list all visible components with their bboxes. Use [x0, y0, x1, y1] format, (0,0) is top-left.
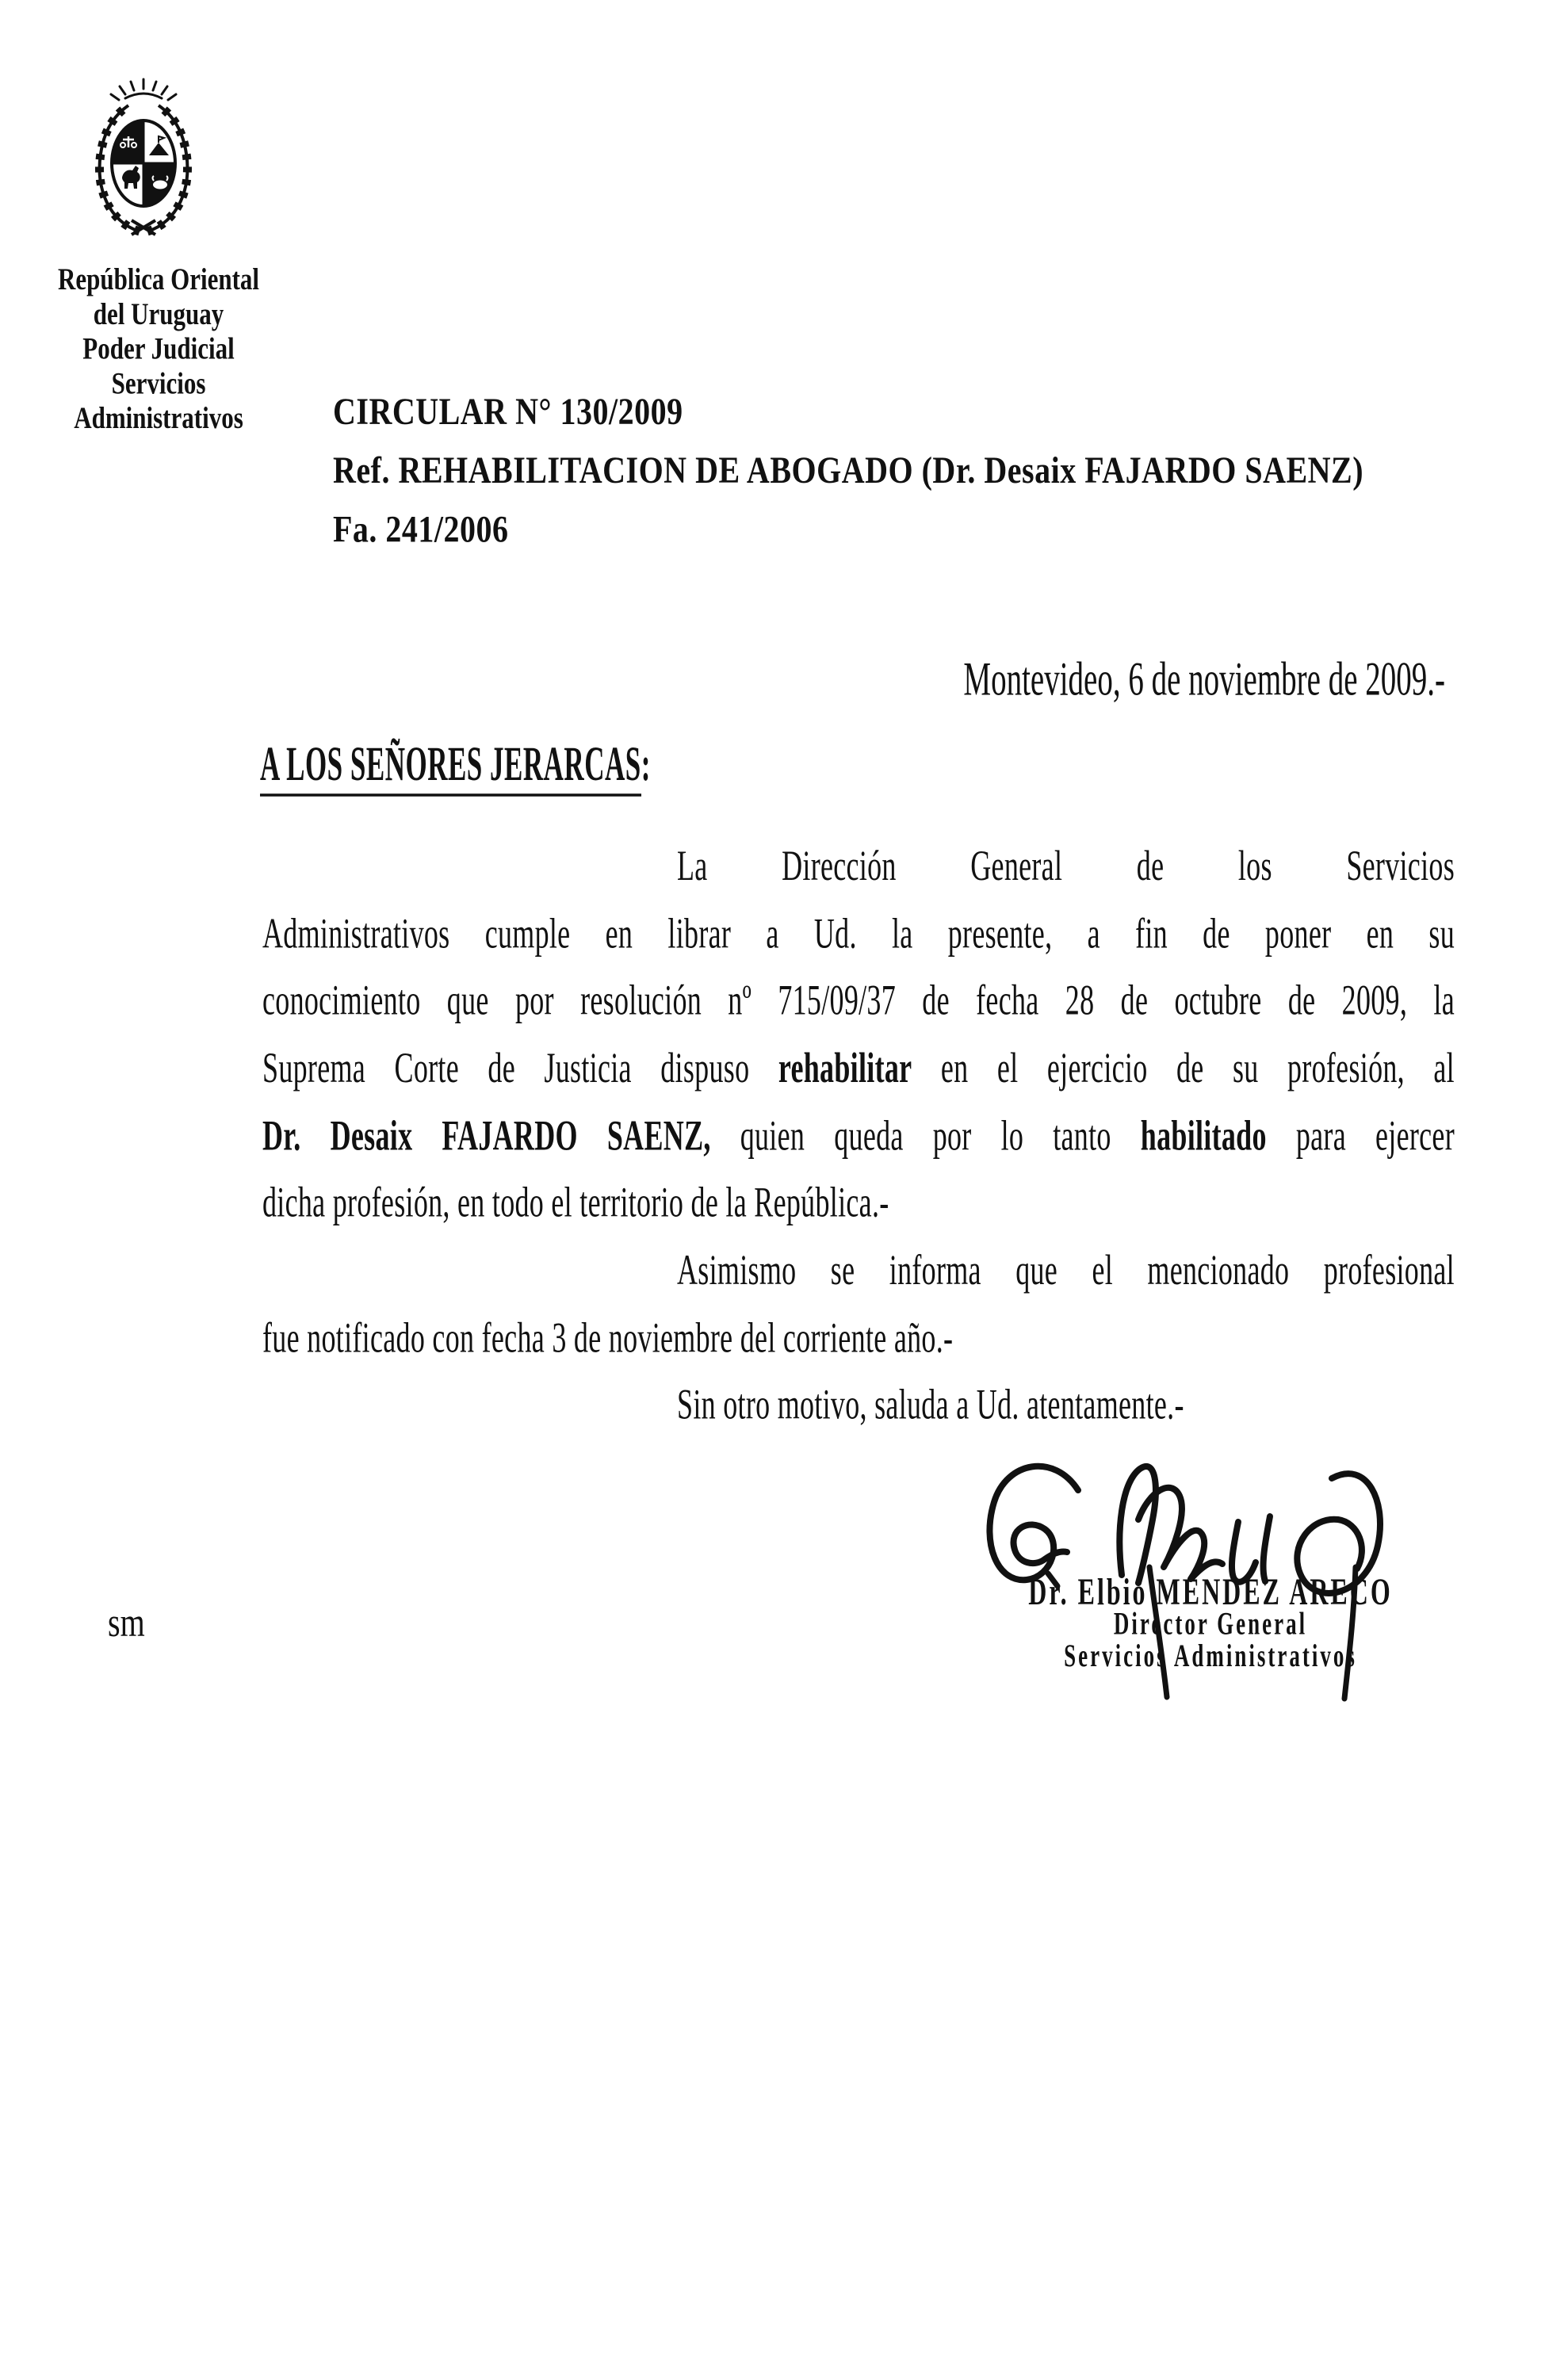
signer-office: Servicios Administrativos: [1064, 1638, 1357, 1673]
file-number: Fa. 241/2006: [333, 507, 509, 551]
salutation: [260, 736, 651, 791]
letterhead-line: República Oriental: [57, 262, 260, 296]
document-header: [333, 382, 1443, 559]
body-line: Dr. Desaix FAJARDO SAENZ, quien queda por lo tanto habilitado para ejercer: [262, 1111, 1455, 1159]
body-line: Sin otro motivo, saluda a Ud. atentamente.-: [677, 1380, 1184, 1428]
reference-line: Ref. REHABILITACION DE ABOGADO (Dr. Desaix FAJARDO SAENZ): [333, 449, 1364, 491]
typist-initials: sm: [108, 1599, 145, 1646]
handwritten-signature-icon: [959, 1447, 1387, 1708]
body-line: Asimismo se informa que el mencionado profesional: [677, 1245, 1455, 1294]
salutation-text: A LOS SEÑORES JERARCAS: [260, 737, 641, 797]
bold-lawyer-name: Dr. Desaix FAJARDO SAENZ,: [262, 1111, 711, 1159]
letterhead-line: Servicios: [111, 365, 206, 400]
dateline: Montevideo, 6 de noviembre de 2009.-: [963, 652, 1445, 706]
salutation-colon: :: [641, 736, 651, 791]
bold-habilitado: habilitado: [1140, 1111, 1267, 1159]
body-line: fue notificado con fecha 3 de noviembre del corriente año.-: [262, 1313, 954, 1361]
body-line: conocimiento que por resolución nº 715/09/37 de fecha 28 de octubre de 2009, la: [262, 976, 1455, 1024]
letterhead-line: del Uruguay: [93, 296, 224, 331]
body-line: dicha profesión, en todo el territorio de la República.-: [262, 1178, 889, 1226]
body-line: La Dirección General de los Servicios: [677, 842, 1455, 889]
letterhead-line: Poder Judicial: [82, 331, 235, 366]
letter-body: [262, 832, 1455, 1439]
body-line: Administrativos cumple en librar a Ud. la presente, a fin de poner en su: [262, 908, 1455, 957]
circular-number: CIRCULAR N° 130/2009: [333, 389, 683, 433]
bold-rehabilitar: rehabilitar: [778, 1043, 912, 1092]
signer-name: Dr. Elbio MENDEZ ARECO: [1028, 1569, 1393, 1613]
letterhead: [16, 262, 301, 435]
uruguay-coat-of-arms-icon: [84, 76, 203, 239]
signer-title: Director General: [1113, 1605, 1308, 1642]
body-line: Suprema Corte de Justicia dispuso rehabilitar en el ejercicio de su profesión, al: [262, 1043, 1455, 1092]
letterhead-line: Administrativos: [74, 400, 243, 435]
